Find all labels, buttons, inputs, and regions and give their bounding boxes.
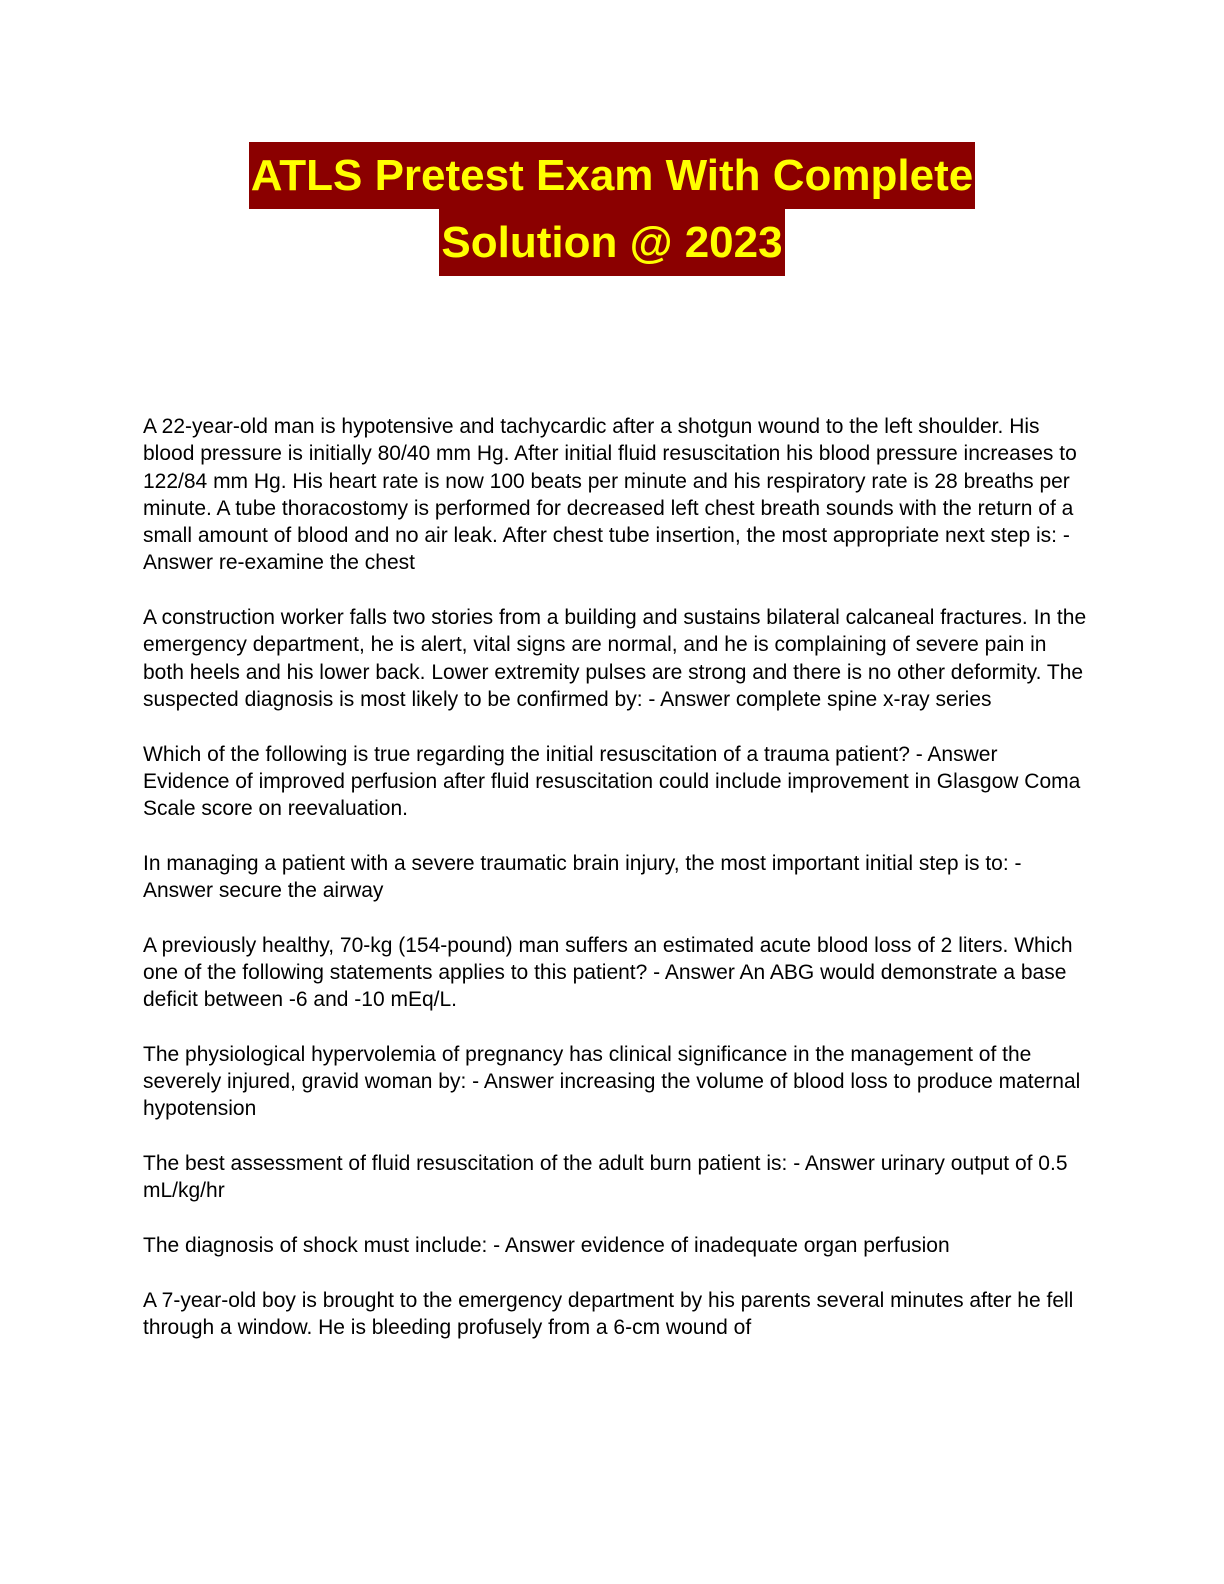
document-title (0, 142, 1224, 276)
question-answer-7: The best assessment of fluid resuscitation of the adult burn patient is: - Answer urinary output of 0.5 mL/kg/hr (143, 1152, 1068, 1203)
question-answer-8: The diagnosis of shock must include: - Answer evidence of inadequate organ perfusion (143, 1233, 950, 1257)
question-answer-5: A previously healthy, 70-kg (154-pound) man suffers an estimated acute blood loss of 2 liters. Which one of the following statements applies to this patient? - Answer An ABG would demonstrate a base deficit between -6 and -10 mEq/L. (143, 933, 1073, 1012)
question-answer-6: The physiological hypervolemia of pregnancy has clinical significance in the management of the severely injured, gravid woman by: - Answer increasing the volume of blood loss to produce maternal hypotension (143, 1042, 1081, 1121)
question-answer-2: A construction worker falls two stories from a building and sustains bilateral calcaneal fractures. In the emergency department, he is alert, vital signs are normal, and he is complaining of severe pain in both heels and his lower back. Lower extremity pulses are strong and there is no other deformity. The suspected diagnosis is most likely to be confirmed by: - Answer complete spine x-ray series (143, 606, 1087, 711)
question-answer-4: In managing a patient with a severe traumatic brain injury, the most important initial step is to: - Answer secure the airway (143, 851, 1022, 903)
question-answer-9: A 7-year-old boy is brought to the emergency department by his parents several minutes after he fell through a window. He is bleeding profusely from a 6-cm wound of (143, 1288, 1074, 1339)
question-answer-1: A 22-year-old man is hypotensive and tachycardic after a shotgun wound to the left shoulder. His blood pressure is initially 80/40 mm Hg. After initial fluid resuscitation his blood pressure increases to 122/84 mm Hg. His heart rate is now 100 beats per minute and his respiratory rate is 28 breaths per minute. A tube thoracostomy is performed for decreased left chest breath sounds with the return of a small amount of blood and no air leak. After chest tube insertion, the most appropriate next step is: - Answer re-examine the chest (143, 415, 1077, 575)
question-answer-3: Which of the following is true regarding the initial resuscitation of a trauma patient? - Answer Evidence of improved perfusion after fluid resuscitation could include improvement in Glasgow Coma Scale score on reevaluation. (143, 742, 1081, 821)
question-list (143, 413, 1088, 1368)
title-line-1: ATLS Pretest Exam With Complete (249, 142, 975, 209)
title-line-2: Solution @ 2023 (439, 209, 784, 276)
